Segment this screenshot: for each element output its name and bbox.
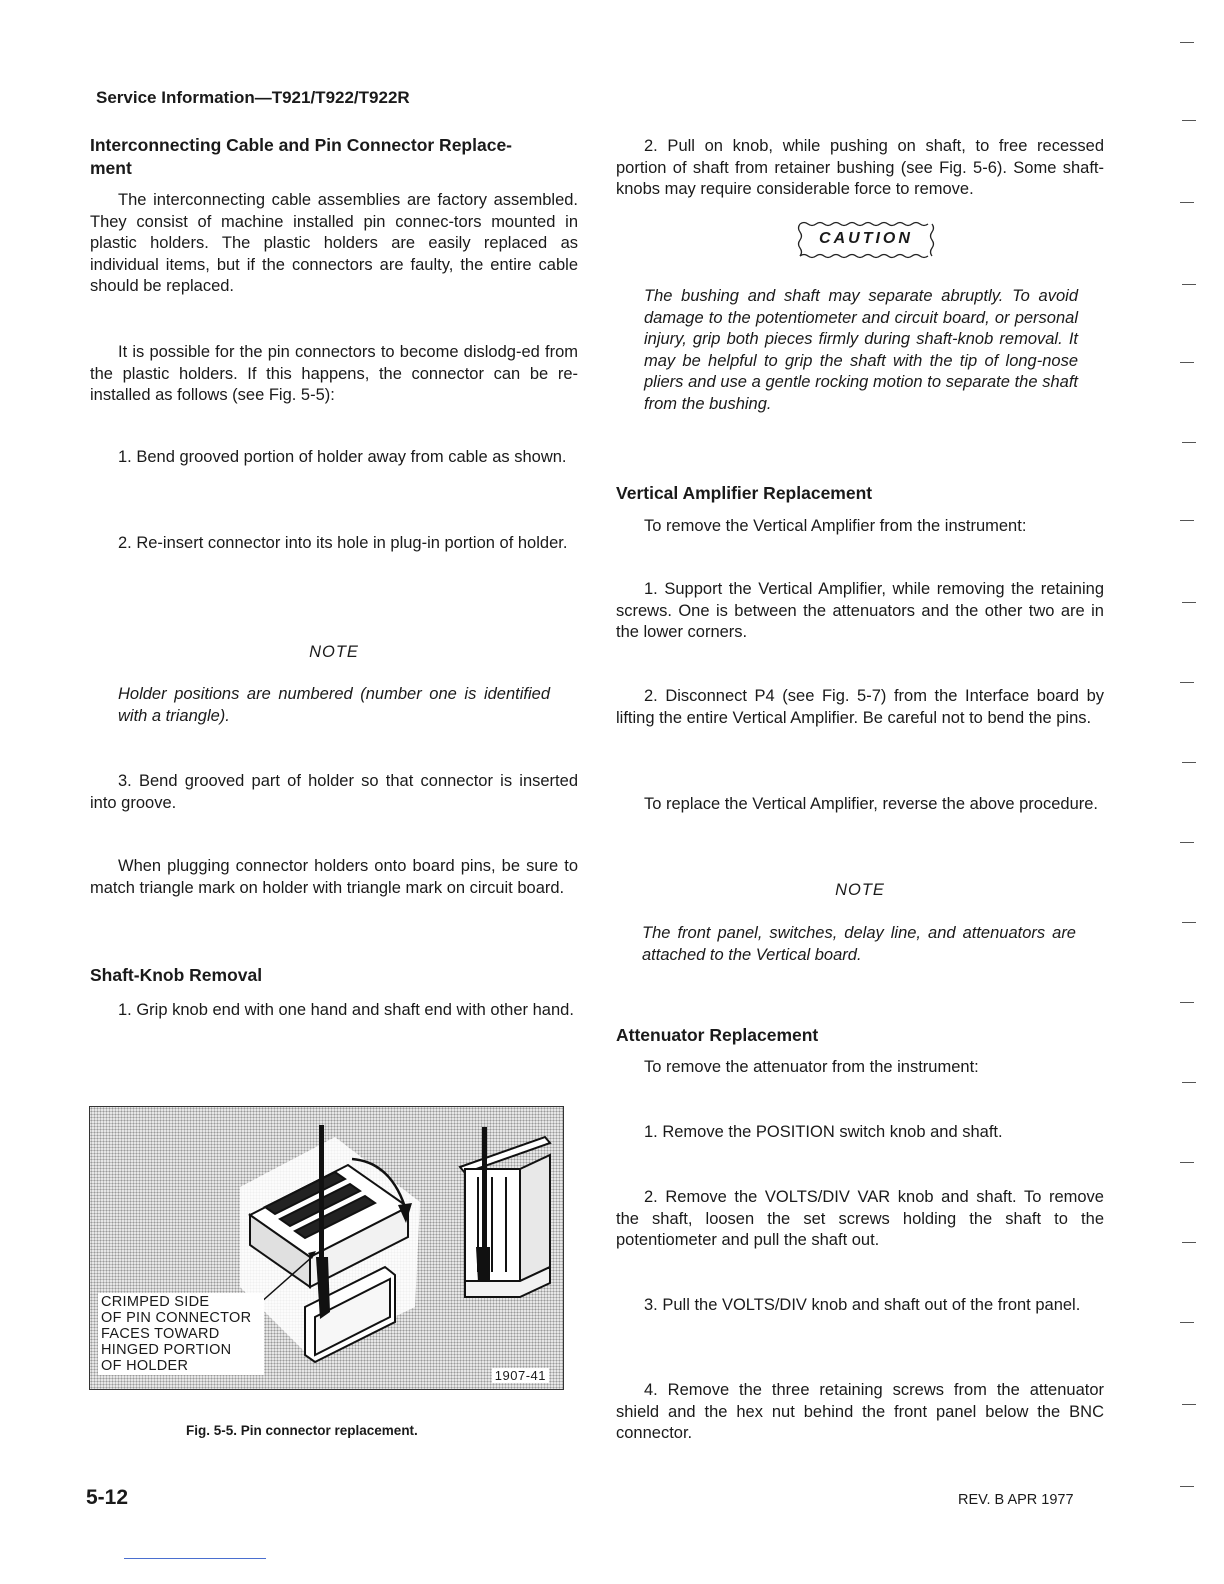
note-text-left: Holder positions are numbered (number one is identified with a triangle).: [118, 685, 550, 725]
figure-pin-connector: [89, 1106, 564, 1390]
callout-line-5: OF HOLDER: [101, 1358, 189, 1374]
callout-line-2: OF PIN CONNECTOR: [101, 1310, 252, 1326]
vertical-step-1: 1. Support the Vertical Amplifier, while removing the retaining screws. One is between the attenuators and the other two are in the lower corners.: [616, 580, 1104, 641]
step-2-reinsert: 2. Re-insert connector into its hole in plug-in portion of holder.: [118, 534, 568, 552]
attenuator-step-4: 4. Remove the three retaining screws from the attenuator shield and the hex nut behind the front panel below the BNC connector.: [616, 1381, 1104, 1442]
caution-box: [796, 220, 936, 260]
vertical-replace: To replace the Vertical Amplifier, reverse the above procedure.: [644, 795, 1098, 813]
note-text-right: The front panel, switches, delay line, and attenuators are attached to the Vertical board.: [642, 924, 1076, 964]
attenuator-intro: To remove the attenuator from the instrument:: [644, 1058, 979, 1076]
attenuator-step-3: 3. Pull the VOLTS/DIV knob and shaft out of the front panel.: [644, 1296, 1081, 1314]
figure-callout: [98, 1293, 264, 1375]
callout-line-1: CRIMPED SIDE: [101, 1294, 210, 1310]
right-column: [616, 136, 1104, 1446]
caution-label: CAUTION: [819, 230, 913, 247]
revision-date: REV. B APR 1977: [958, 1492, 1074, 1508]
figure-id: 1907-41: [492, 1368, 549, 1383]
note-label-right: NOTE: [835, 881, 885, 899]
figure-caption: Fig. 5-5. Pin connector replacement.: [186, 1423, 418, 1438]
attenuator-step-2: 2. Remove the VOLTS/DIV VAR knob and shaft. To remove the shaft, loosen the set screws holding the shaft to the potentiometer and pull the shaft out.: [616, 1188, 1104, 1249]
paragraph-plugging: When plugging connector holders onto board pins, be sure to match triangle mark on holder with triangle mark on circuit board.: [90, 857, 578, 897]
step-3-groove: 3. Bend grooved part of holder so that connector is inserted into groove.: [90, 772, 578, 812]
step-1-bend: 1. Bend grooved portion of holder away from cable as shown.: [118, 448, 567, 466]
caution-text: The bushing and shaft may separate abruptly. To avoid damage to the potentiometer and circuit board, or personal injury, grip both pieces firmly during shaft-knob removal. It may be helpful to grip the shaft with the tip of long-nose pliers and use a gentle rocking motion to separate the shaft from the bushing.: [644, 287, 1078, 413]
heading-attenuator: Attenuator Replacement: [616, 1025, 819, 1045]
shaft-step-1: 1. Grip knob end with one hand and shaft end with other hand.: [118, 1001, 574, 1019]
vertical-intro: To remove the Vertical Amplifier from the instrument:: [644, 517, 1027, 535]
scan-artifact-line: [124, 1558, 266, 1559]
paragraph-dislodge: It is possible for the pin connectors to become dislodg-ed from the plastic holders. If this happens, the connector can be re-installed as follows (see Fig. 5-5):: [90, 343, 578, 404]
heading-vertical-amplifier: Vertical Amplifier Replacement: [616, 483, 873, 503]
callout-line-3: FACES TOWARD: [101, 1326, 220, 1342]
vertical-step-2: 2. Disconnect P4 (see Fig. 5-7) from the Interface board by lifting the entire Vertical Amplifier. Be careful not to bend the pins.: [616, 687, 1104, 727]
heading-cable-replacement: Interconnecting Cable and Pin Connector Replace- ment: [90, 135, 513, 178]
running-title: Service Information—T921/T922/T922R: [96, 88, 410, 107]
paragraph-cable-intro: The interconnecting cable assemblies are factory assembled. They consist of machine installed pin connec-tors mounted in plastic holders. The plastic holders are easily replaced as individual items, but if the connectors are faulty, the entire cable should be replaced.: [90, 191, 578, 295]
heading-shaft-knob: Shaft-Knob Removal: [90, 965, 263, 985]
callout-line-4: HINGED PORTION: [101, 1342, 232, 1358]
attenuator-step-1: 1. Remove the POSITION switch knob and shaft.: [644, 1123, 1003, 1141]
note-label-left: NOTE: [309, 643, 359, 661]
left-column: [90, 134, 578, 1054]
shaft-step-2: 2. Pull on knob, while pushing on shaft, to free recessed portion of shaft from retainer bushing (see Fig. 5-6). Some shaft-knobs may require considerable force to remove.: [616, 137, 1104, 198]
page-number: 5-12: [86, 1486, 129, 1509]
